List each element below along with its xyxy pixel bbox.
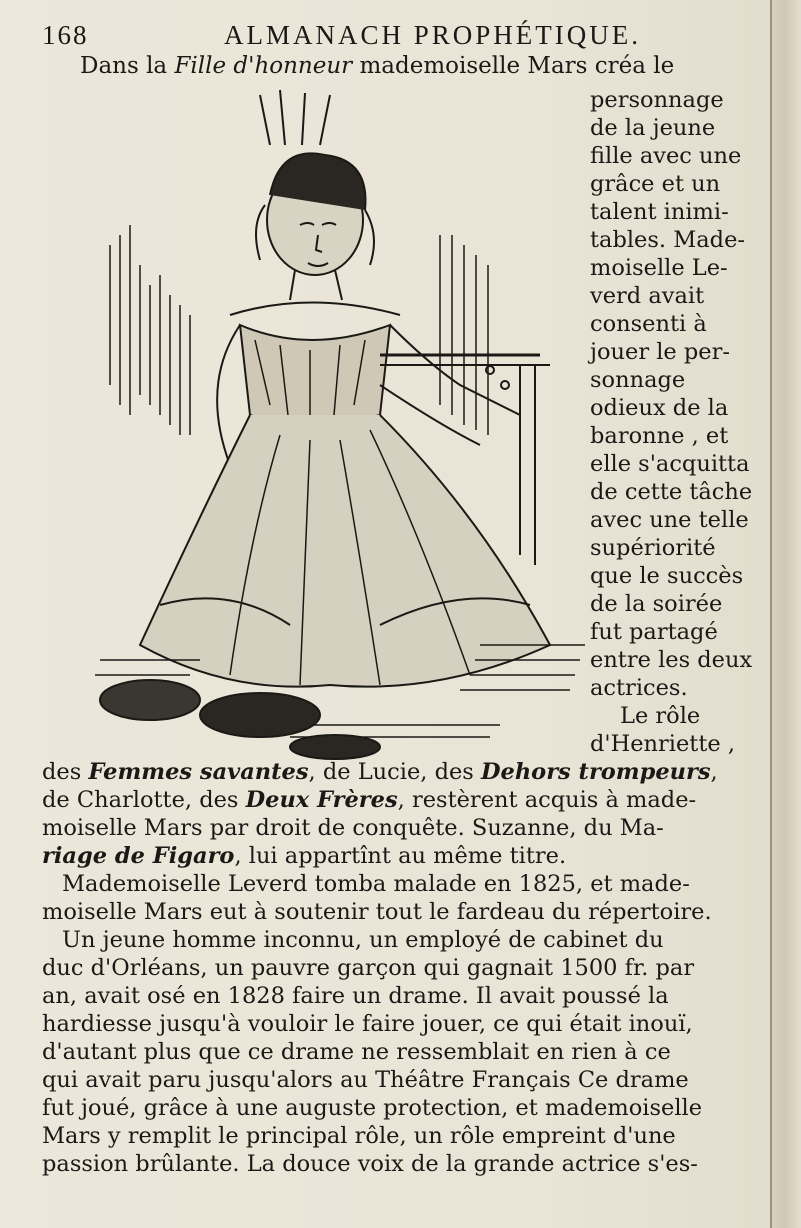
body-line: de Charlotte, des Deux Frères, restèrent acquis à made- <box>42 787 697 813</box>
column-line: de la jeune <box>590 115 716 141</box>
body-line: d'autant plus que ce drame ne ressemblait en rien à ce <box>42 1039 671 1065</box>
column-line: consenti à <box>590 311 707 337</box>
column-line: d'Henriette , <box>590 731 735 757</box>
body-line: Mars y remplit le principal rôle, un rôle empreint d'une <box>42 1123 676 1149</box>
body-line: Un jeune homme inconnu, un employé de cabinet du <box>62 927 664 953</box>
column-line: que le succès <box>590 563 744 589</box>
intro-line: Dans la Fille d'honneur mademoiselle Mars créa le <box>80 53 675 79</box>
play-title-deux-freres: Deux Frères <box>245 787 398 813</box>
body-line: qui avait paru jusqu'alors au Théâtre Français Ce drame <box>42 1067 689 1093</box>
column-line: fille avec une <box>590 143 742 169</box>
column-line: baronne , et <box>590 423 729 449</box>
play-title-dehors-trompeurs: Dehors trompeurs <box>481 759 711 785</box>
body-line: hardiesse jusqu'à vouloir le faire jouer, ce qui était inouï, <box>42 1011 693 1037</box>
column-line: sonnage <box>590 367 686 393</box>
page-number: 168 <box>42 20 89 50</box>
play-title-fille-d-honneur: Fille d'honneur <box>174 53 353 79</box>
column-line: avec une telle <box>590 507 749 533</box>
column-line: Le rôle <box>620 703 701 729</box>
column-line: entre les deux <box>590 647 753 673</box>
column-line: tables. Made- <box>590 227 745 253</box>
page-edge <box>770 0 801 1228</box>
play-title-femmes-savantes: Femmes savantes <box>88 759 309 785</box>
column-line: talent inimi- <box>590 199 729 225</box>
body-line: moiselle Mars eut à soutenir tout le fardeau du répertoire. <box>42 899 712 925</box>
body-line: duc d'Orléans, un pauvre garçon qui gagnait 1500 fr. par <box>42 955 695 981</box>
play-title-mariage-de-figaro: riage de Figaro <box>42 843 235 869</box>
column-line: elle s'acquitta <box>590 451 750 477</box>
column-line: verd avait <box>590 283 705 309</box>
column-line: de cette tâche <box>590 479 753 505</box>
running-title: ALMANACH PROPHÉTIQUE. <box>224 20 642 50</box>
column-line: jouer le per- <box>590 339 730 365</box>
body-line: Mademoiselle Leverd tomba malade en 1825, et made- <box>62 871 690 897</box>
column-line: supériorité <box>590 535 716 561</box>
body-line: moiselle Mars par droit de conquête. Suzanne, du Ma- <box>42 815 664 841</box>
column-line: moiselle Le- <box>590 255 728 281</box>
column-line: odieux de la <box>590 395 729 421</box>
page-header <box>42 20 710 56</box>
column-line: actrices. <box>590 675 688 701</box>
column-line: personnage <box>590 87 724 113</box>
body-line: fut joué, grâce à une auguste protection, et mademoiselle <box>42 1095 703 1121</box>
column-line: de la soirée <box>590 591 723 617</box>
engraving-seated-woman-icon <box>80 85 590 765</box>
body-line: an, avait osé en 1828 faire un drame. Il avait poussé la <box>42 983 669 1009</box>
column-line: fut partagé <box>590 619 718 645</box>
body-line: riage de Figaro, lui appartînt au même titre. <box>42 843 567 869</box>
body-line: passion brûlante. La douce voix de la grande actrice s'es- <box>42 1151 698 1177</box>
body-line: des Femmes savantes, de Lucie, des Dehors trompeurs, <box>42 759 718 785</box>
column-line: grâce et un <box>590 171 721 197</box>
